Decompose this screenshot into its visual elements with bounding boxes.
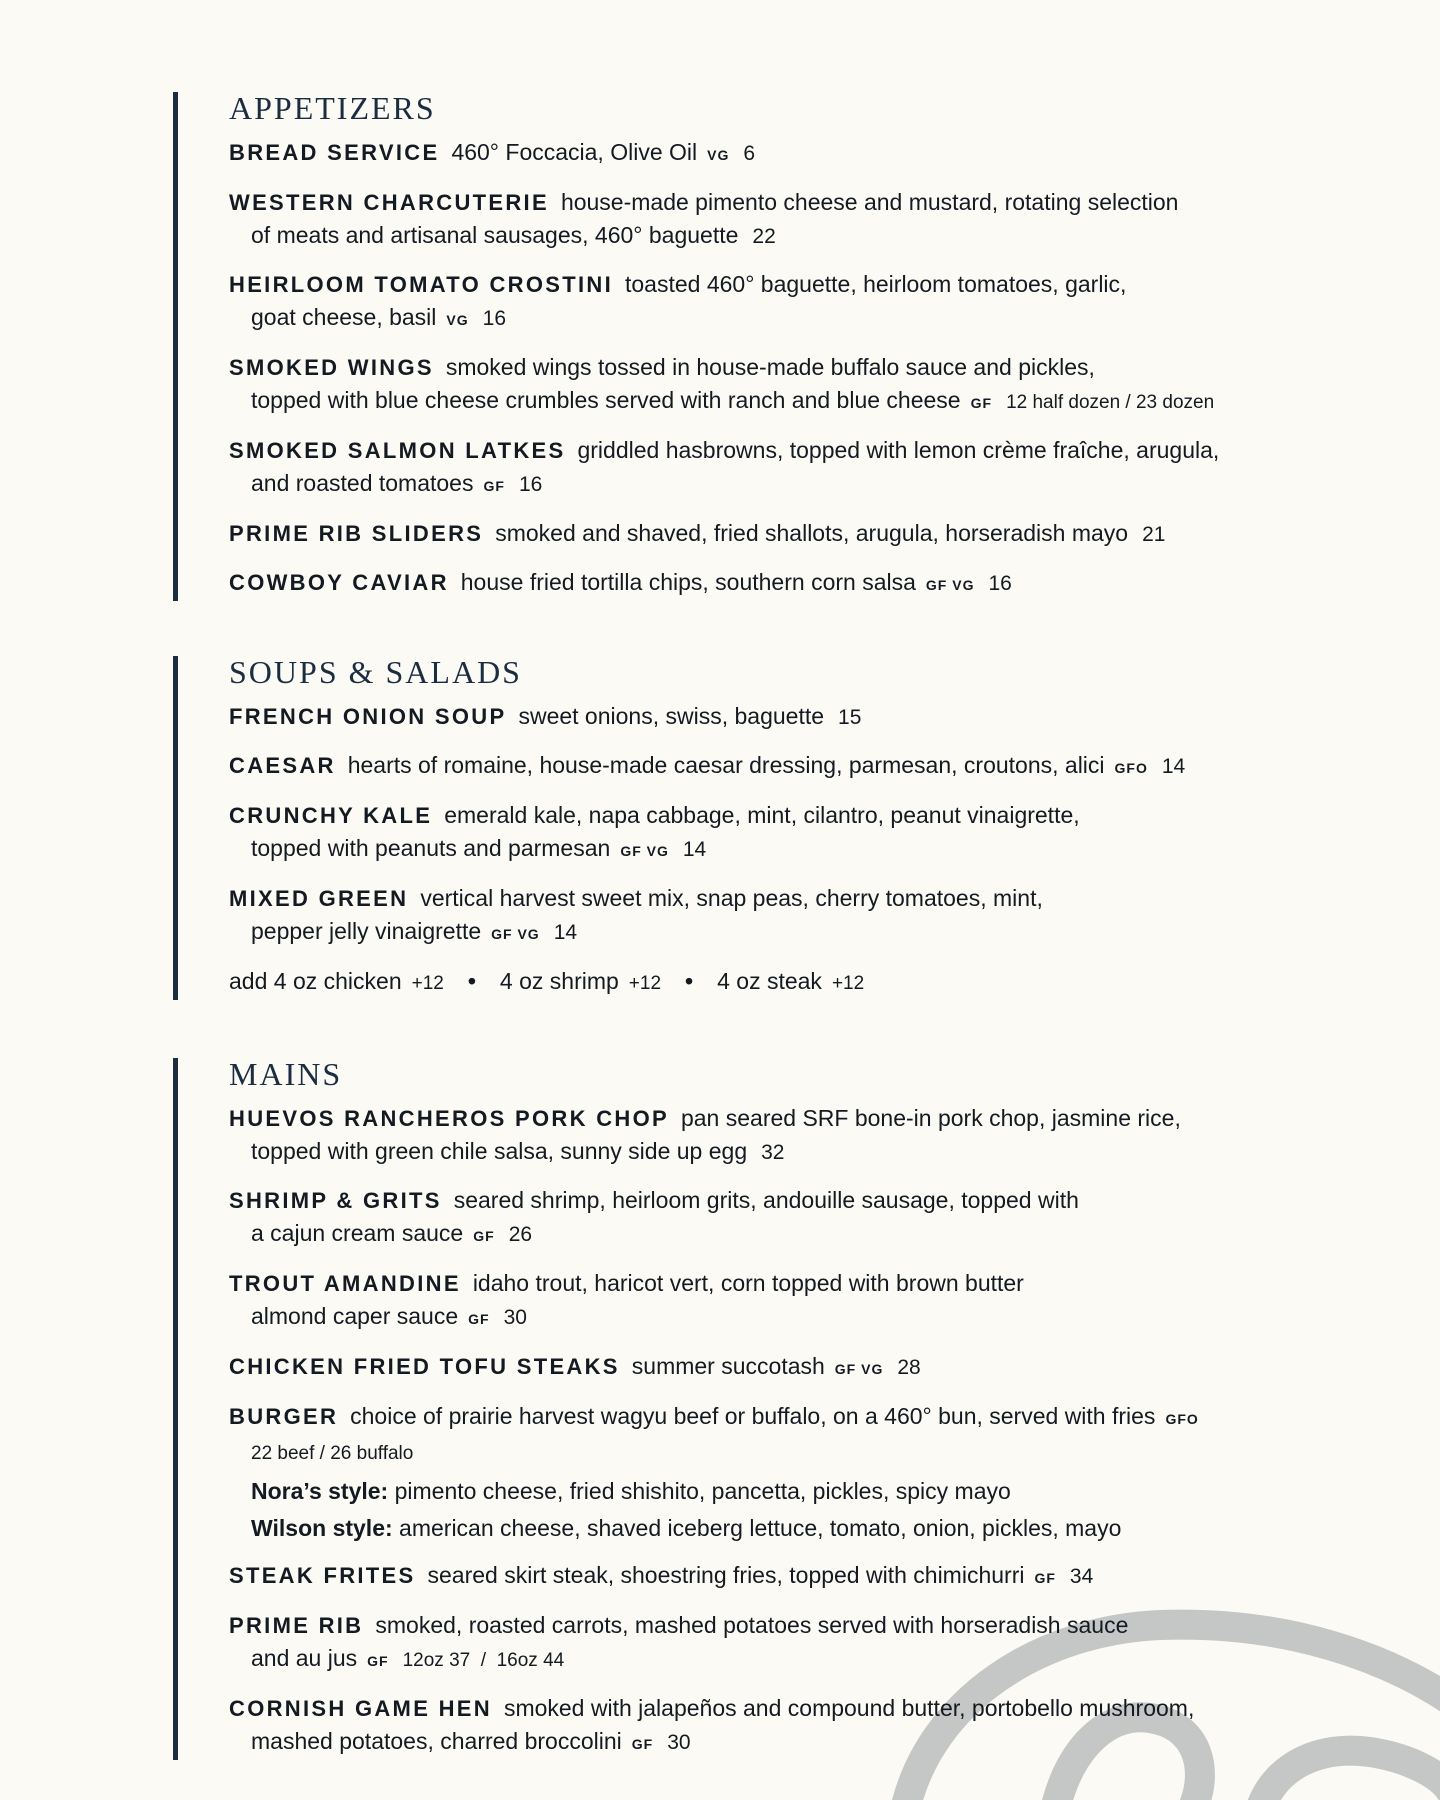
item-description: toasted 460° baguette, heirloom tomatoes, garlic, [624,271,1127,297]
item-description: sweet onions, swiss, baguette [518,703,825,729]
item-description: house fried tortilla chips, southern corn salsa [460,569,916,595]
item-price: 22 beef / 26 buffalo [251,1443,414,1464]
item-price: 16 [988,572,1012,595]
menu-item [229,1692,1313,1760]
item-description: smoked and shaved, fried shallots, arugula, horseradish mayo [495,520,1129,546]
item-description: summer succotash [631,1353,825,1379]
item-description-cont: topped with blue cheese crumbles served with ranch and blue cheese [251,387,961,413]
item-name: CHICKEN FRIED TOFU STEAKS [229,1354,620,1379]
item-price: 12 half dozen / 23 dozen [1006,392,1215,413]
item-description: hearts of romaine, house-made caesar dressing, parmesan, croutons, alici [347,752,1105,778]
item-description: 460° Foccacia, Olive Oil [451,139,698,165]
add-on-label: add 4 oz chicken [229,968,402,994]
item-description: smoked wings tossed in house-made buffalo sauce and pickles, [445,354,1095,380]
soups-salads-section [173,656,1313,1000]
add-on-label: 4 oz shrimp [499,968,619,994]
item-name: HUEVOS RANCHEROS PORK CHOP [229,1106,669,1131]
add-on-label: 4 oz steak [717,968,822,994]
item-description-cont: almond caper sauce [251,1303,459,1329]
menu-item [229,1559,1313,1594]
item-price: 14 [1161,755,1186,778]
item-name: SMOKED SALMON LATKES [229,438,566,463]
item-tags: GF [631,1736,654,1752]
item-price: 28 [897,1356,921,1379]
menu-item [229,799,1313,867]
item-name: SMOKED WINGS [229,355,434,380]
menu-item [229,136,1313,171]
menu-item [229,186,1313,253]
item-description: smoked, roasted carrots, mashed potatoes served with horseradish sauce [375,1612,1129,1638]
item-description: smoked with jalapeños and compound butter, portobello mushroom, [503,1695,1195,1721]
item-price: 16 [518,473,543,496]
menu-item [229,1609,1313,1677]
item-name: PRIME RIB [229,1613,364,1638]
menu-item [229,351,1313,419]
item-price: 6 [743,142,756,165]
item-description-cont: a cajun cream sauce [251,1220,464,1246]
item-name: FRENCH ONION SOUP [229,704,507,729]
item-price: 15 [838,706,862,729]
item-description: vertical harvest sweet mix, snap peas, cherry tomatoes, mint, [420,885,1043,911]
item-tags: GF [473,1228,495,1244]
item-tags: GF VG [925,577,975,593]
add-on-price: +12 [628,973,662,994]
item-tags: GFO [1114,760,1148,776]
mains-section [173,1058,1313,1760]
item-tags: GF [1034,1570,1056,1586]
item-tags: GF VG [491,926,540,942]
section-title: SOUPS & SALADS [229,654,522,690]
menu-item [229,700,1313,734]
item-name: CAESAR [229,753,336,778]
item-tags: GF VG [620,843,669,859]
item-name: BURGER [229,1404,339,1429]
burger-style-label: Wilson style: [251,1515,393,1541]
burger-style [229,1512,1313,1544]
add-on-price: +12 [411,973,444,994]
item-tags: GF VG [834,1361,884,1377]
add-on-line [229,965,1313,1000]
item-description: pan seared SRF bone-in pork chop, jasmine rice, [680,1105,1181,1131]
add-on-price: +12 [831,973,865,994]
item-description-cont: topped with green chile salsa, sunny side up egg [251,1138,748,1164]
item-tags: GF [970,395,993,411]
item-description: emerald kale, napa cabbage, mint, cilantro, peanut vinaigrette, [444,802,1080,828]
item-price: 34 [1069,1565,1094,1588]
item-description-cont: and au jus [251,1645,358,1671]
item-price: 14 [553,921,578,944]
item-name: MIXED GREEN [229,886,409,911]
bullet-separator: • [685,968,694,994]
item-price: 14 [682,838,707,861]
menu-item [229,1102,1313,1169]
item-tags: VG [446,312,469,328]
item-description-cont: mashed potatoes, charred broccolini [251,1728,622,1754]
item-price: 26 [508,1223,533,1246]
item-tags: GFO [1165,1411,1199,1427]
burger-style-text: american cheese, shaved iceberg lettuce, tomato, onion, pickles, mayo [399,1515,1122,1541]
item-price: 21 [1142,523,1166,546]
menu-item [229,1184,1313,1252]
item-tags: VG [707,147,730,163]
item-tags: GF [367,1653,389,1669]
item-tags: GF [468,1311,490,1327]
item-price: 16 [482,307,506,330]
item-description-cont: and roasted tomatoes [251,470,474,496]
item-description-cont: goat cheese, basil [251,304,437,330]
item-price: 12oz 37 / 16oz 44 [402,1650,565,1671]
menu-item-burger [229,1400,1313,1544]
item-name: BREAD SERVICE [229,140,440,165]
item-name: WESTERN CHARCUTERIE [229,190,549,215]
item-name: PRIME RIB SLIDERS [229,521,484,546]
burger-style-text: pimento cheese, fried shishito, pancetta, pickles, spicy mayo [394,1478,1011,1504]
menu-item [229,749,1313,784]
menu-item [229,268,1313,336]
burger-style [229,1475,1313,1507]
item-description-cont: topped with peanuts and parmesan [251,835,611,861]
item-price: 22 [752,225,776,248]
section-title: APPETIZERS [229,90,436,126]
item-description: seared skirt steak, shoestring fries, topped with chimichurri [427,1562,1025,1588]
item-description: seared shrimp, heirloom grits, andouille sausage, topped with [453,1187,1079,1213]
item-description-cont: pepper jelly vinaigrette [251,918,482,944]
item-price: 32 [761,1141,785,1164]
menu-item [229,1350,1313,1385]
item-description-cont: of meats and artisanal sausages, 460° baguette [251,222,739,248]
item-name: STEAK FRITES [229,1563,416,1588]
item-name: COWBOY CAVIAR [229,570,449,595]
item-tags: GF [483,478,505,494]
section-title: MAINS [229,1056,343,1092]
menu-item [229,882,1313,950]
item-description: house-made pimento cheese and mustard, rotating selection [560,189,1179,215]
burger-style-label: Nora’s style: [251,1478,389,1504]
menu-item [229,517,1313,551]
item-description: choice of prairie harvest wagyu beef or buffalo, on a 460° bun, served with fries [350,1403,1156,1429]
item-name: SHRIMP & GRITS [229,1188,442,1213]
item-name: TROUT AMANDINE [229,1271,461,1296]
menu-item [229,566,1313,601]
item-price: 30 [667,1731,691,1754]
menu-item [229,434,1313,502]
item-price: 30 [503,1306,527,1329]
item-name: HEIRLOOM TOMATO CROSTINI [229,272,613,297]
item-description: griddled hasbrowns, topped with lemon crème fraîche, arugula, [577,437,1220,463]
item-name: CRUNCHY KALE [229,803,433,828]
item-name: CORNISH GAME HEN [229,1696,492,1721]
menu-item [229,1267,1313,1335]
item-description: idaho trout, haricot vert, corn topped with brown butter [472,1270,1024,1296]
bullet-separator: • [467,968,476,994]
appetizers-section [173,92,1313,601]
